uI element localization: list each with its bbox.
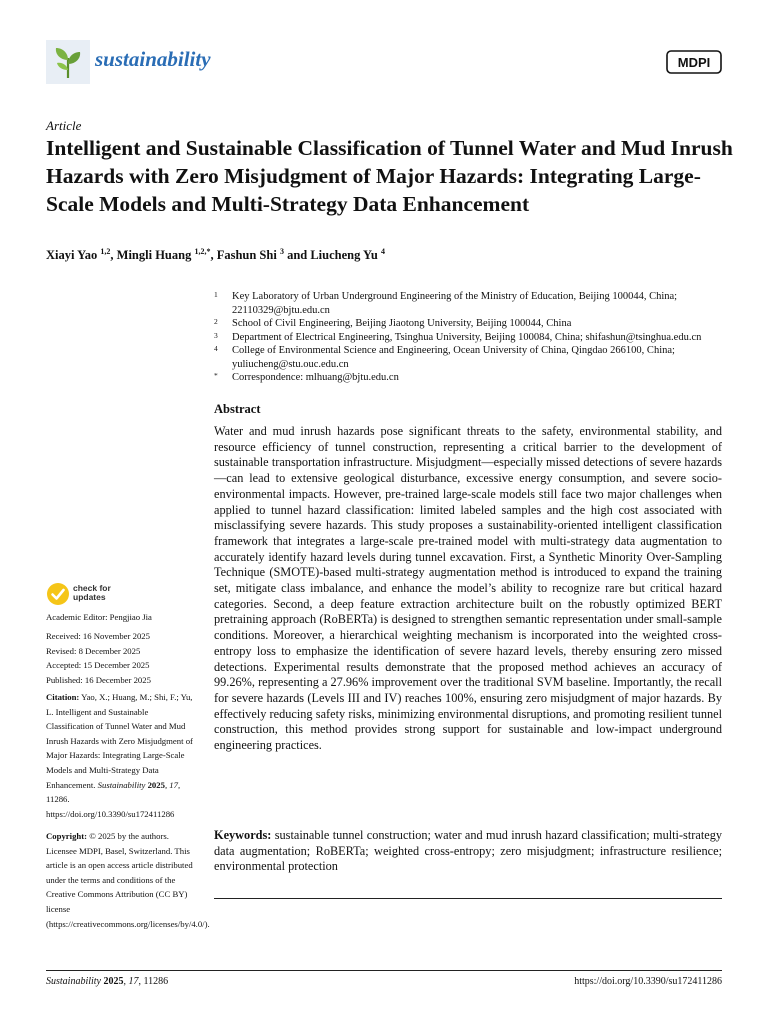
affiliation-item <box>214 344 724 371</box>
copyright-block <box>46 829 210 931</box>
publisher-name: MDPI <box>677 55 711 70</box>
citation-year: 2025 <box>145 779 165 790</box>
author-list <box>46 247 385 263</box>
check-updates-label: check for updates <box>73 583 111 602</box>
author-affil-sup: 1,2,* <box>194 247 211 256</box>
author-separator: , <box>210 248 217 263</box>
check-for-updates-badge[interactable] <box>46 582 122 608</box>
affiliation-number: * <box>214 371 218 380</box>
affiliation-number: 3 <box>214 330 218 340</box>
footer-article-number: , 11286 <box>138 976 169 987</box>
affiliation-number: 1 <box>214 290 218 299</box>
author-name: Xiayi Yao <box>46 248 98 263</box>
author-affil-sup: 1,2 <box>100 247 111 256</box>
footer-citation <box>46 976 168 987</box>
citation-block <box>46 690 196 821</box>
section-divider <box>214 898 722 899</box>
footer-volume: , 17 <box>123 976 139 987</box>
author-name: Mingli Huang <box>116 248 192 263</box>
footer-journal: Sustainability <box>46 976 101 987</box>
citation-volume: , 17 <box>164 779 178 790</box>
keywords-label: Keywords: <box>214 828 272 842</box>
article-title: Intelligent and Sustainable Classification of Tunnel Water and Mud Inrush Hazards with Zero Misjudgment of Major Hazards: Integrating Large-Scale Models and Multi-Strategy Data Enhancement <box>46 136 733 216</box>
author-separator: and <box>283 248 311 263</box>
citation-doi[interactable]: , 11286. https://doi.org/10.3390/su172411286 <box>46 779 181 819</box>
footer-doi-link[interactable]: https://doi.org/10.3390/su172411286 <box>574 976 722 987</box>
author-affil-sup: 3 <box>279 247 284 256</box>
abstract-text: Water and mud inrush hazards pose significant threats to the safety, environmental stability, and resource efficiency of tunnel construction, representing a critical barrier to the development of sustainable transportation infrastructure. Misjudgment—especially missed detections of severe hazards—can lead to extensive geological disturbance, excessive energy consumption, and severe socio-environmental impacts. However, pre-trained large-scale models still face two major challenges when applied to tunnel hazard classification: limited labeled samples and the high cost associated with misclassifying severe hazards. This study proposes a sustainability-oriented intelligent classification framework that integrates a large-scale pre-trained model with multi-strategy data augmentation to accurately identify hazard levels during tunnel excavation. First, a Synthetic Minority Over-Sampling Technique (SMOTE)-based multi-strategy augmentation method is introduced to expand the training set, mitigate class imbalance, and enhance the model’s ability to recognize rare but critical hazard categories. Second, a deep feature extraction architecture built on the robustly optimized BERT pretraining approach (RoBERTa) is designed to strengthen semantic representation under small-sample conditions. Moreover, a hierarchical weighting mechanism is incorporated into the weighted cross-entropy loss to emphasize the identification of severe hazard levels, thereby ensuring zero missed detections. Experimental results demonstrate that the proposed method achieves an accuracy of 99.26%, representing a 27.96% improvement over the traditional SVM baseline. Importantly, the recall for severe hazards (Levels III and IV) reaches 100%, ensuring zero misjudgment of major hazards. By effectively reducing safety risks, minimizing environmental disruptions, and promoting resilient tunnel construction, this method provides strong support for sustainable and low-impact underground engineering practices. <box>214 424 722 753</box>
affiliation-number: 4 <box>214 344 218 353</box>
affiliation-item <box>214 331 724 345</box>
article-type: Article <box>46 118 82 133</box>
mdpi-logo-icon <box>666 48 722 76</box>
citation-journal: Sustainability <box>97 779 146 790</box>
affiliation-item <box>214 371 724 385</box>
affiliation-number: 2 <box>214 317 218 326</box>
received-date: Received: 16 November 2025 <box>46 631 150 641</box>
citation-text: Yao, X.; Huang, M.; Shi, F.; Yu, L. Intelligent and Sustainable Classification of Tunnel Water and Mud Inrush Hazards with Zero Misjudgment of Major Hazards: Integrating Large-Scale Models and Multi-Strategy Data Enhancement. <box>46 692 193 790</box>
published-date: Published: 16 December 2025 <box>46 674 151 685</box>
accepted-date: Accepted: 15 December 2025 <box>46 660 150 671</box>
affiliation-text: School of Civil Engineering, Beijing Jiaotong University, Beijing 100044, China <box>232 318 572 329</box>
author-affil-sup: 4 <box>380 247 385 256</box>
affiliation-list <box>214 290 724 385</box>
dates-block <box>46 629 196 687</box>
citation-label: Citation: <box>46 692 80 702</box>
keywords <box>214 828 722 875</box>
academic-editor: Academic Editor: Pengjiao Jia <box>46 612 152 622</box>
affiliation-item <box>214 317 724 331</box>
copyright-text: © 2025 by the authors. Licensee MDPI, Basel, Switzerland. This article is an open access article distributed under the terms and conditions of the Creative Commons Attribution (CC BY) license (https://creativecommons.org/licenses/by/4.0/). <box>46 831 210 929</box>
affiliation-text: Key Laboratory of Urban Underground Engineering of the Ministry of Education, Beijing 100044, China; 22110329@bjtu.edu.cn <box>232 291 678 316</box>
footer-year: 2025 <box>101 976 124 987</box>
copyright-label: Copyright: <box>46 831 88 841</box>
author-name: Liucheng Yu <box>310 248 378 263</box>
author-separator: , <box>110 248 117 263</box>
author-name: Fashun Shi <box>216 248 277 263</box>
affiliation-text: Department of Electrical Engineering, Tsinghua University, Beijing 100084, China; shifashun@tsinghua.edu.cn <box>232 331 702 343</box>
affiliation-item <box>214 290 724 317</box>
check-updates-icon <box>46 582 70 606</box>
footer-divider <box>46 970 722 971</box>
correspondence-text: Correspondence: mlhuang@bjtu.edu.cn <box>232 372 399 383</box>
journal-logo-icon <box>46 40 90 84</box>
revised-date: Revised: 8 December 2025 <box>46 645 141 656</box>
journal-name: sustainability <box>95 47 211 71</box>
keywords-text: sustainable tunnel construction; water and mud inrush hazard classification; multi-strategy data augmentation; RoBERTa; weighted cross-entropy; zero misjudgment; infrastructure resilience; environmental protection <box>214 828 722 874</box>
abstract-heading: Abstract <box>214 402 261 416</box>
affiliation-text: College of Environmental Science and Engineering, Ocean University of China, Qingdao 266100, China; yuliucheng@stu.ouc.edu.cn <box>232 345 675 370</box>
